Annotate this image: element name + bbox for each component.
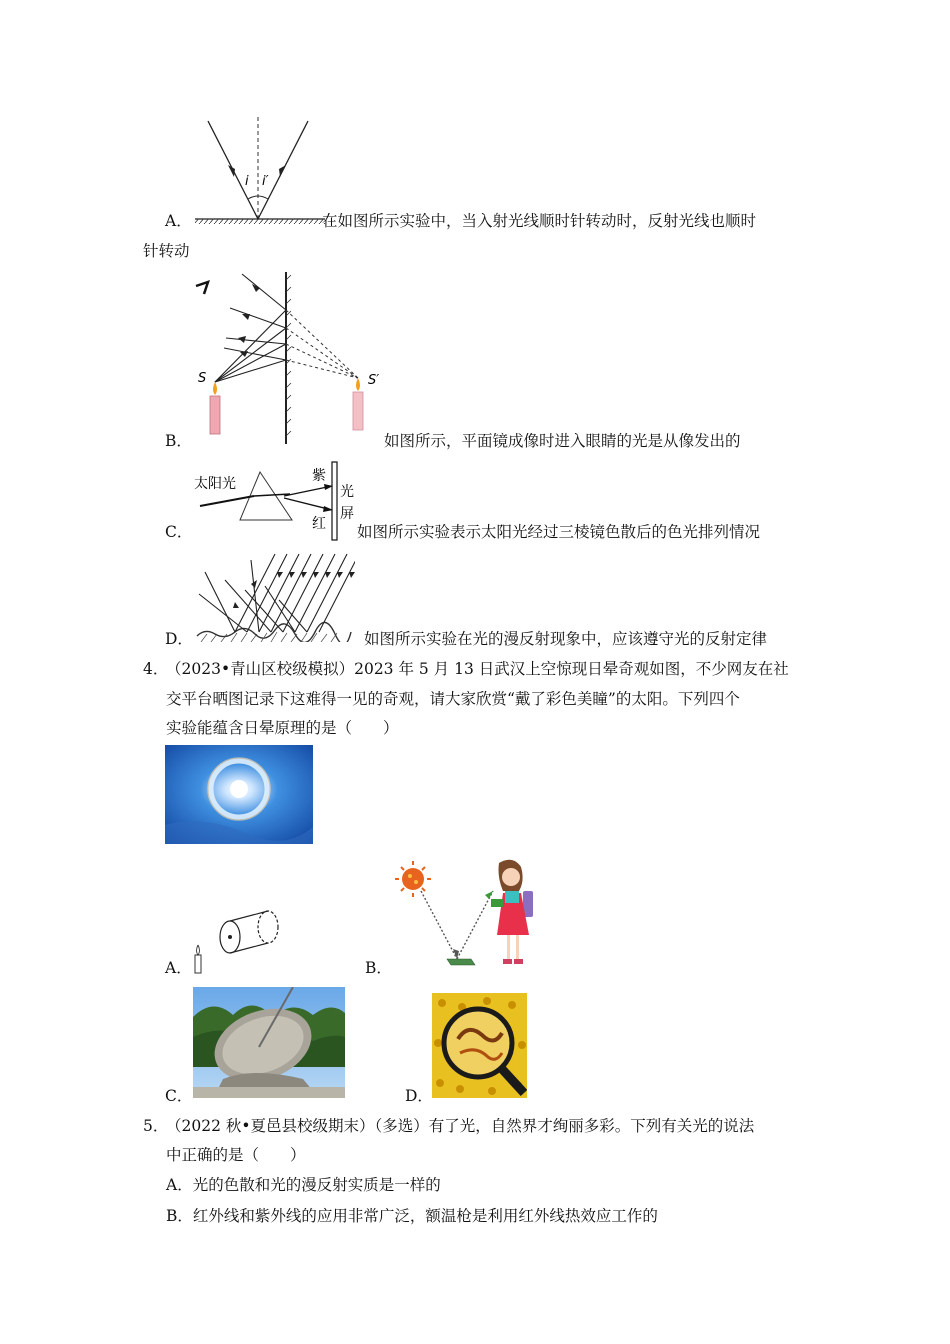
q4-option-d-label[interactable]: D． (405, 1087, 433, 1105)
screen-label-1: 光 (340, 484, 354, 500)
candle-icon (195, 945, 201, 973)
option-c-label[interactable]: C． (165, 523, 193, 541)
sunlight-label: 太阳光 (194, 476, 236, 492)
sun-halo-photo (165, 745, 313, 844)
screen-label-2: 屏 (340, 506, 354, 522)
option-c-text: 如图所示实验表示太阳光经过三棱镜色散后的色光排列情况 (357, 523, 761, 541)
option-d-label[interactable]: D． (165, 630, 193, 648)
angle-i-label: i (245, 174, 249, 189)
option-a-text-line2: 针转动 (143, 242, 190, 260)
sun-icon (395, 861, 431, 897)
candle-image-icon (353, 378, 363, 430)
magnifier-stamp-photo (432, 993, 527, 1098)
prism-dispersion-figure (192, 460, 362, 542)
option-a-label[interactable]: A． (165, 212, 192, 230)
question-5-line1: （2022 秋•夏邑县校级期末）（多选）有了光，自然界才绚丽多彩。下列有关光的说法 (166, 1117, 755, 1135)
question-5-line2: 中正确的是（ ） (166, 1146, 306, 1164)
question-4-line2: 交平台晒图记录下这难得一见的奇观，请大家欣赏“戴了彩色美瞳”的太阳。下列四个 (166, 690, 740, 708)
question-4-number: 4． (143, 660, 169, 678)
reflection-law-figure (190, 115, 330, 225)
question-5-number: 5． (143, 1117, 169, 1135)
option-d-text: 如图所示实验在光的漫反射现象中，应该遵守光的反射定律 (364, 630, 768, 648)
sundial-photo (193, 987, 345, 1098)
question-4-line1: （2023•青山区校级模拟）2023 年 5 月 13 日武汉上空惊现日晕奇观如图，不少网友在社 (166, 660, 789, 678)
red-label: 红 (312, 516, 326, 532)
pinhole-camera-figure (190, 905, 290, 975)
violet-label: 紫 (312, 468, 326, 484)
diffuse-reflection-figure (195, 550, 355, 642)
candle-icon (210, 382, 220, 434)
girl-icon (491, 860, 533, 964)
book-icon (447, 959, 475, 965)
source-s-label: S (198, 371, 207, 386)
question-4-line3: 实验能蕴含日晕原理的是（ ） (166, 719, 399, 737)
plane-mirror-figure (190, 270, 390, 448)
angle-i-prime-label: i′ (262, 174, 269, 189)
q4-option-b-label[interactable]: B． (365, 959, 392, 977)
girl-reading-figure (395, 855, 540, 973)
image-s-prime-label: S′ (368, 373, 380, 388)
q4-option-a-label[interactable]: A． (165, 959, 192, 977)
option-a-text-line1: 在如图所示实验中，当入射光线顺时针转动时，反射光线也顺时 (322, 212, 757, 230)
q5-option-a[interactable]: A．光的色散和光的漫反射实质是一样的 (166, 1176, 441, 1194)
q5-option-b[interactable]: B．红外线和紫外线的应用非常广泛，额温枪是利用红外线热效应工作的 (166, 1207, 658, 1225)
q4-option-c-label[interactable]: C． (165, 1087, 193, 1105)
option-b-label[interactable]: B． (165, 432, 192, 450)
option-b-text: 如图所示，平面镜成像时进入眼睛的光是从像发出的 (384, 432, 741, 450)
eye-icon (196, 282, 208, 294)
